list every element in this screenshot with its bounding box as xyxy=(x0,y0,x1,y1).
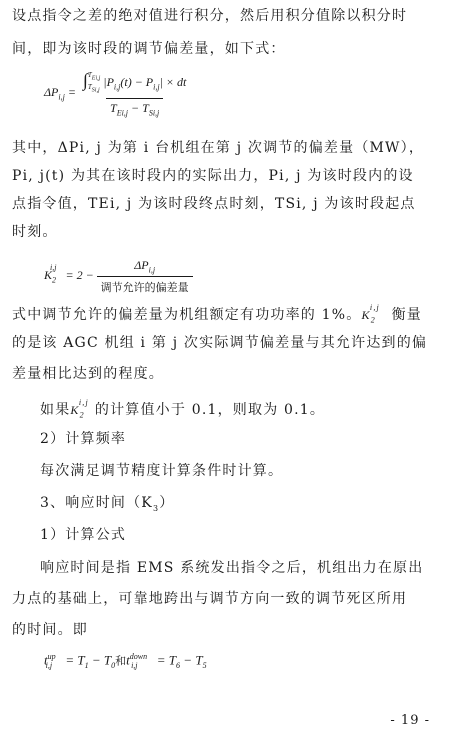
formula-fraction xyxy=(97,258,193,295)
paragraph-line: 点指令值，TEi, j 为该时段终点时刻，TSi, j 为该时段起点 xyxy=(12,196,416,212)
section-heading: 2）计算频率 xyxy=(40,431,127,447)
paragraph-line: Pi, j(t) 为其在该时段内的实际出力，Pi, j 为该时段内的设 xyxy=(12,168,414,184)
paragraph-line: 如果$K_2^{i,j}$ 的计算值小于 0.1，则取为 0.1。 xyxy=(40,398,326,420)
paragraph-line: 其中，ΔPi, j 为第 i 台机组在第 j 次调节的偏差量（MW）， xyxy=(12,140,425,156)
paragraph-line: 时刻。 xyxy=(12,224,58,240)
k2-formula xyxy=(44,258,193,295)
formula-numerator: $\Delta P_{i,j}$ xyxy=(134,258,156,275)
formula-denominator: 调节允许的偏差量 xyxy=(97,276,193,295)
paragraph-line: 响应时间是指 EMS 系统发出指令之后，机组出力在原出 xyxy=(40,560,424,576)
deviation-formula xyxy=(44,70,190,117)
k2-symbol: $K_2^{i,j}$ xyxy=(361,303,380,325)
paragraph-line: 差量相比达到的程度。 xyxy=(12,366,164,382)
paragraph-line: 每次满足调节精度计算条件时计算。 xyxy=(40,463,284,479)
formula-numerator: ∫ $T_{Ei,j}$ $T_{Si,j}$ $|P_{i,j}(t) - P_{i,j}|$ × dt xyxy=(82,70,187,94)
page-number: - 19 - xyxy=(390,713,430,728)
section-heading: 1）计算公式 xyxy=(40,527,127,543)
paragraph-line: 力点的基础上，可靠地跨出与调节方向一致的调节死区所用 xyxy=(12,591,408,607)
response-time-formula: $t^{up}_{i,j} = T_1 - T_0$和$t^{down}_{i,j} = T_6 - T_5$ xyxy=(44,652,207,670)
formula-denominator: $T_{Ei,j} - T_{Si,j}$ xyxy=(106,98,163,117)
formula-lhs: $\Delta P_{i,j}$ = xyxy=(44,85,79,102)
paragraph-line: 式中调节允许的偏差量为机组额定有功功率的 1%。$K_2^{i,j}$ 衡量 xyxy=(12,303,422,325)
paragraph-line: 的时间。即 xyxy=(12,622,88,638)
paragraph-line: 的是该 AGC 机组 i 第 j 次实际调节偏差量与其允许达到的偏 xyxy=(12,335,428,351)
formula-lhs: $K_2^{i,j} = 2$ − xyxy=(44,263,97,285)
formula-fraction xyxy=(79,70,190,117)
paragraph-line: 间，即为该时段的调节偏差量，如下式： xyxy=(12,41,286,57)
paragraph-line: 设点指令之差的绝对值进行积分，然后用积分值除以积分时 xyxy=(12,8,408,24)
integral-limits: $T_{Ei,j}$ $T_{Si,j}$ xyxy=(87,70,101,94)
integral-sign: ∫ xyxy=(82,70,88,90)
section-heading: 3、响应时间$(K_3)$ xyxy=(40,495,175,513)
k2-symbol: $K_2^{i,j}$ xyxy=(70,398,89,420)
